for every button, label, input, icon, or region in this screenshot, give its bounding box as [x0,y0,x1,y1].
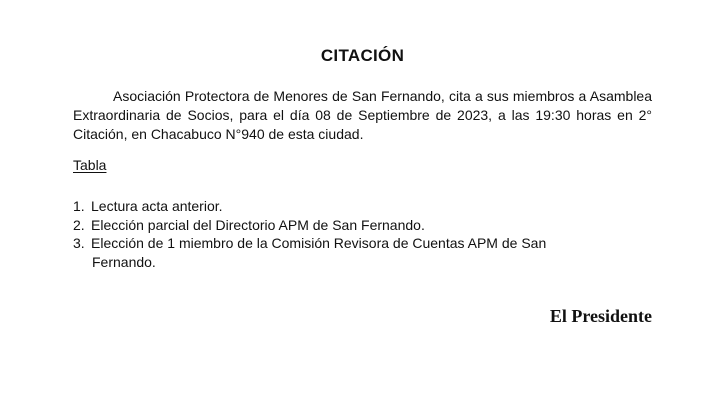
document-title: CITACIÓN [320,46,405,65]
agenda-item-1-number: 1. [73,198,85,214]
agenda-list [73,197,558,271]
agenda-item-3-number: 3. [73,235,85,251]
body-paragraph: Asociación Protectora de Menores de San Fernando, cita a sus miembros a Asamblea Extraordinaria de Socios, para el día 08 de Septiembre de 2023, a las 19:30 horas en 2° Citación, en Chacabuco N°940 de esta ciudad. [73,88,652,142]
agenda-item-2-text: Elección parcial del Directorio APM de San Fernando. [91,216,425,233]
agenda-item-3-text: Elección de 1 miembro de la Comisión Revisora de Cuentas APM de San Fernando. [91,235,547,270]
agenda-item-2-number: 2. [73,216,85,233]
section-heading: Tabla [73,157,107,173]
signature: El Presidente [549,306,652,326]
agenda-item-1 [73,197,558,216]
agenda-item-1-text: Lectura acta anterior. [91,198,223,214]
section-heading-row [73,156,652,175]
agenda-item-2 [73,216,558,235]
agenda-item-3 [73,234,558,271]
